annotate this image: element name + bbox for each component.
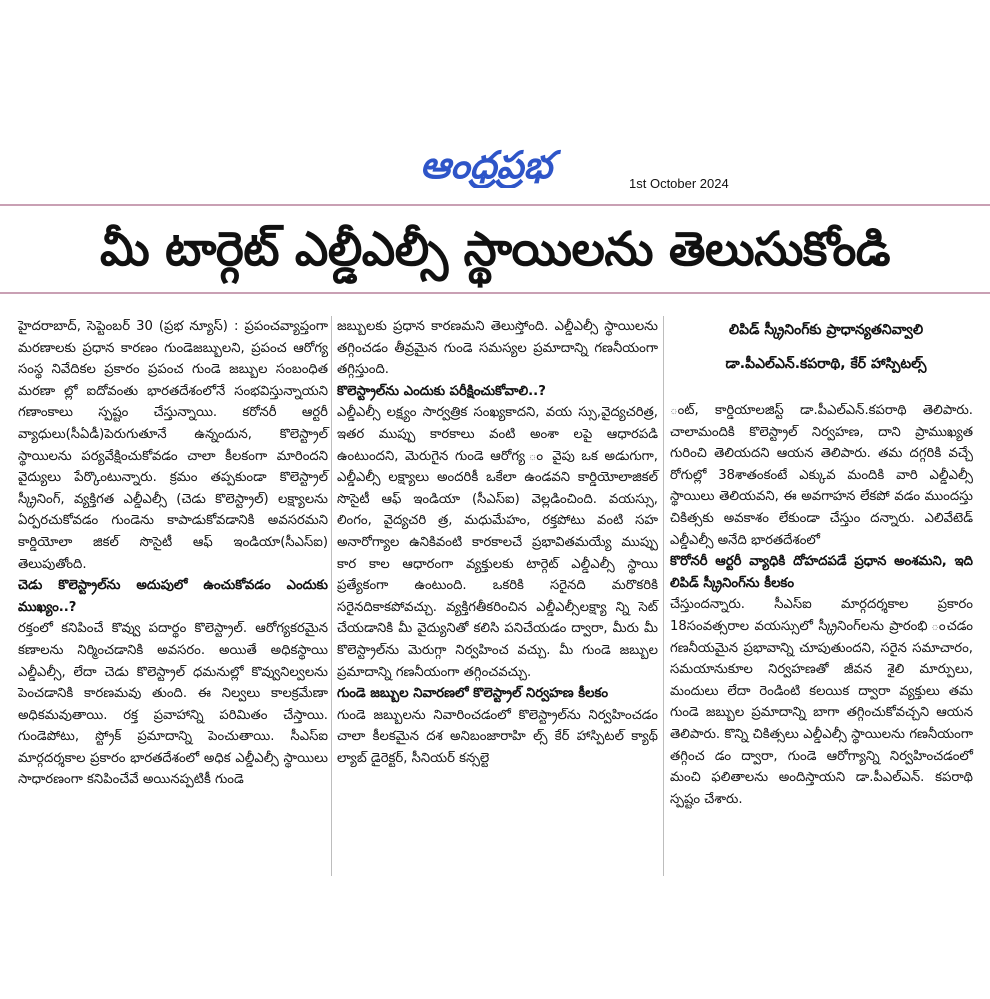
subheading: కొలెస్ట్రాల్‌ను ఎందుకు పరీక్షించుకోవాలి..?	[337, 383, 546, 399]
article-headline: మీ టార్గెట్ ఎల్డీఎల్సీ స్థాయిలను తెలుసుకోండి	[99, 222, 891, 277]
publication-date: 1st October 2024	[629, 176, 729, 191]
header-divider-top	[0, 204, 990, 206]
paragraph: హైదరాబాద్, సెప్టెంబర్ 30 (ప్రభ న్యూస్) : ప్రపంచవ్యాప్తంగా మరణాలకు ప్రధాన కారణం గుండెజబ్బులని, ప్రపంచ ఆరోగ్య సంస్థ నివేదికల ప్రకారం ప్రపంచ గుండె జబ్బుల సంబంధిత మరణా ల్లో ఐదోవంతు భారతదేశంలోనే సంభవిస్తున్నాయని గణాంకాలు స్పష్టం చేస్తున్నాయి. కరోనరీ ఆర్టరీ వ్యాధులు(సీఏడీ)పెరుగుతూనే ఉన్నందున, కొలెస్ట్రాల్ స్థాయిలను పర్యవేక్షించుకోవడం చాలా కీలకంగా మారిందని వైద్యులు పేర్కొంటున్నారు. క్రమం తప్పకుండా కొలెస్ట్రాల్ స్క్రీనింగ్, వ్యక్తిగత ఎల్డీఎల్సీ (చెడు కొలెస్ట్రాల్) లక్ష్యాలను ఏర్పరచుకోవడం గుండెను కాపాడుకోవడానికి అవసరమని కార్డియోలా జికల్ సొసైటీ ఆఫ్ ఇండియా(సీఎస్ఐ) తెలుపుతోంది.	[18, 319, 328, 572]
column-divider	[331, 316, 332, 876]
subheading: కొరోనరీ ఆర్టరీ వ్యాధికి దోహదపడే ప్రధాన అంశమని, ఇది లిపిడ్ స్క్రీనింగ్‌ను కీలకం	[670, 554, 973, 591]
paragraph: జబ్బులకు ప్రధాన కారణమని తెలుస్తోంది. ఎల్డీఎల్సీ స్థాయిలను తగ్గించడం తీవ్రమైన గుండె సమస్యల ప్రమాదాన్ని గణనీయంగా తగ్గిస్తుంది.	[337, 319, 658, 378]
article-column-2	[337, 316, 658, 769]
article-column-3	[670, 400, 973, 810]
paragraph: గుండె జబ్బులను నివారించడంలో కొలెస్ట్రాల్‌ను నిర్వహించడం చాలా కీలకమైన దశ అనిబంజారాహి ల్స్ కేర్ హాస్పిటల్ క్యాథ్ ల్యాబ్ డైరెక్టర్, సీనియర్ కన్సల్టె	[337, 707, 658, 766]
masthead-name: ఆంధ్రప్రభ	[420, 143, 552, 187]
masthead-logo-graphic	[372, 140, 600, 188]
column-divider	[663, 316, 664, 876]
paragraph: ంట్, కార్డియాలజిస్ట్ డా.పీఎల్ఎన్.కపరాథి తెలిపారు. చాలామందికి కొలెస్ట్రాల్ నిర్వహణ, దాని ప్రాముఖ్యత గురించి తెలియదని ఆయన తెలిపారు. తమ దగ్గరికి వచ్చే రోగుల్లో 38శాతంకంటే ఎక్కువ మందికి వారి ఎల్డీఎల్సీ స్థాయిలు తెలియవని, ఈ అవగాహన లేకపో వడం ముందస్తు చికిత్సకు అవకాశం లేకుండా చేస్తుం దన్నారు. ఎలివేటెడ్ ఎల్డీఎల్సీ అనేది భారతదేశంలో	[670, 403, 973, 548]
side-heading-line-2: డా.పీఎల్ఎన్.కపరాథి, కేర్ హాస్పిటల్స్	[725, 356, 927, 372]
paragraph: చేస్తుందన్నారు. సీఎస్ఐ మార్గదర్శకాల ప్రకారం 18సంవత్సరాల వయస్సులో స్క్రీనింగ్‌లను ప్రారంభి ంచడం గణనీయమైన ప్రభావాన్ని చూపుతుందని, సరైన సమాచారం, సమయానుకూల నిర్వహణతో జీవన శైలి మార్పులు, మందులు లేదా రెండింటి కలయిక ద్వారా వ్యక్తులు తమ గుండె జబ్బుల ప్రమాదాన్ని బాగా తగ్గించుకోవచ్చని ఆయన తెలిపారు. కొన్ని చికిత్సలు ఎల్డీఎల్సీ స్థాయిలను గణనీయంగా తగ్గించ డం ద్వారా, గుండె ఆరోగ్యాన్ని నిర్వహించడంలో మంచి ఫలితాలను అందిస్తాయని డా.పీఎల్ఎన్. కపరాథి స్పష్టం చేశారు.	[670, 597, 973, 807]
header-divider-bottom	[0, 292, 990, 294]
newspaper-masthead-logo	[372, 140, 600, 188]
article-column-1	[18, 316, 328, 791]
side-heading-line-1: లిపిడ్ స్క్రీనింగ్‌కు ప్రాధాన్యతనివ్వాలి	[728, 322, 924, 338]
paragraph: ఎల్డీఎల్సీ లక్ష్యం సార్వత్రిక సంఖ్యకాదని, వయ స్సు,వైద్యచరిత్ర, ఇతర ముప్పు కారకాలు వంటి అంశా లపై ఆధారపడి ఉంటుందని, మెరుగైన గుండె ఆరోగ్య ం వైపు ఒక అడుగుగా, ఎల్డీఎల్సీ లక్ష్యాలు అందరికీ ఒకేలా ఉండవని కార్డియోలాజికల్ సొసైటీ ఆఫ్ ఇండియా (సీఎస్ఐ) వెల్లడించింది. వయస్సు, లింగం, వైద్యచరి త్ర, మధుమేహం, రక్తపోటు వంటి సహ అనారోగ్యాల ఉనికివంటి కారకాలచే ప్రభావితమయ్యే ముప్పు కార కాల ఆధారంగా వ్యక్తులకు టార్గెట్ ఎల్డీఎల్సీ స్థాయి ప్రత్యేకంగా ఉంటుంది. ఒకరికి సరైనది మరొకరికి సరైనదికాకపోవచ్చు. వ్యక్తిగతీకరించిన ఎల్డీఎల్సీలక్ష్యా న్ని సెట్ చేయడానికి మీ వైద్యునితో కలిసి పనిచేయడం ద్వారా, మీరు మీ కొలెస్ట్రాల్‌ను మెరుగ్గా నిర్వహించ వచ్చు. మీ గుండె జబ్బుల ప్రమాదాన్ని గణనీయంగా తగ్గించవచ్చు.	[337, 405, 658, 680]
subheading: చెడు కొలెస్ట్రాల్‌ను అదుపులో ఉంచుకోవడం ఎందుకు ముఖ్యం..?	[18, 578, 328, 615]
paragraph: రక్తంలో కనిపించే కొవ్వు పదార్థం కొలెస్ట్రాల్. ఆరోగ్యకరమైన కణాలను నిర్మించడానికి అవసరం. అయితే అధికస్థాయి ఎల్డీఎల్సీ, లేదా చెడు కొలెస్ట్రాల్ ధమనుల్లో కొవ్వునిల్వలను పెంచడానికి కారణమవు తుంది. ఈ నిల్వలు కాలక్రమేణా అధికమవుతాయి. రక్త ప్రవాహాన్ని పరిమితం చేస్తాయి. గుండెపోటు, స్ట్రోక్ ప్రమాదాన్ని పెంచుతాయి. సీఎస్ఐ మార్గదర్శకాల ప్రకారం భారతదేశంలో అధిక ఎల్డీఎల్సీ స్థాయిలు సాధారణంగా కనిపించేవే అయినప్పటికీ గుండె	[18, 621, 328, 788]
subheading: గుండె జబ్బుల నివారణలో కొలెస్ట్రాల్ నిర్వహణ కీలకం	[337, 686, 609, 702]
